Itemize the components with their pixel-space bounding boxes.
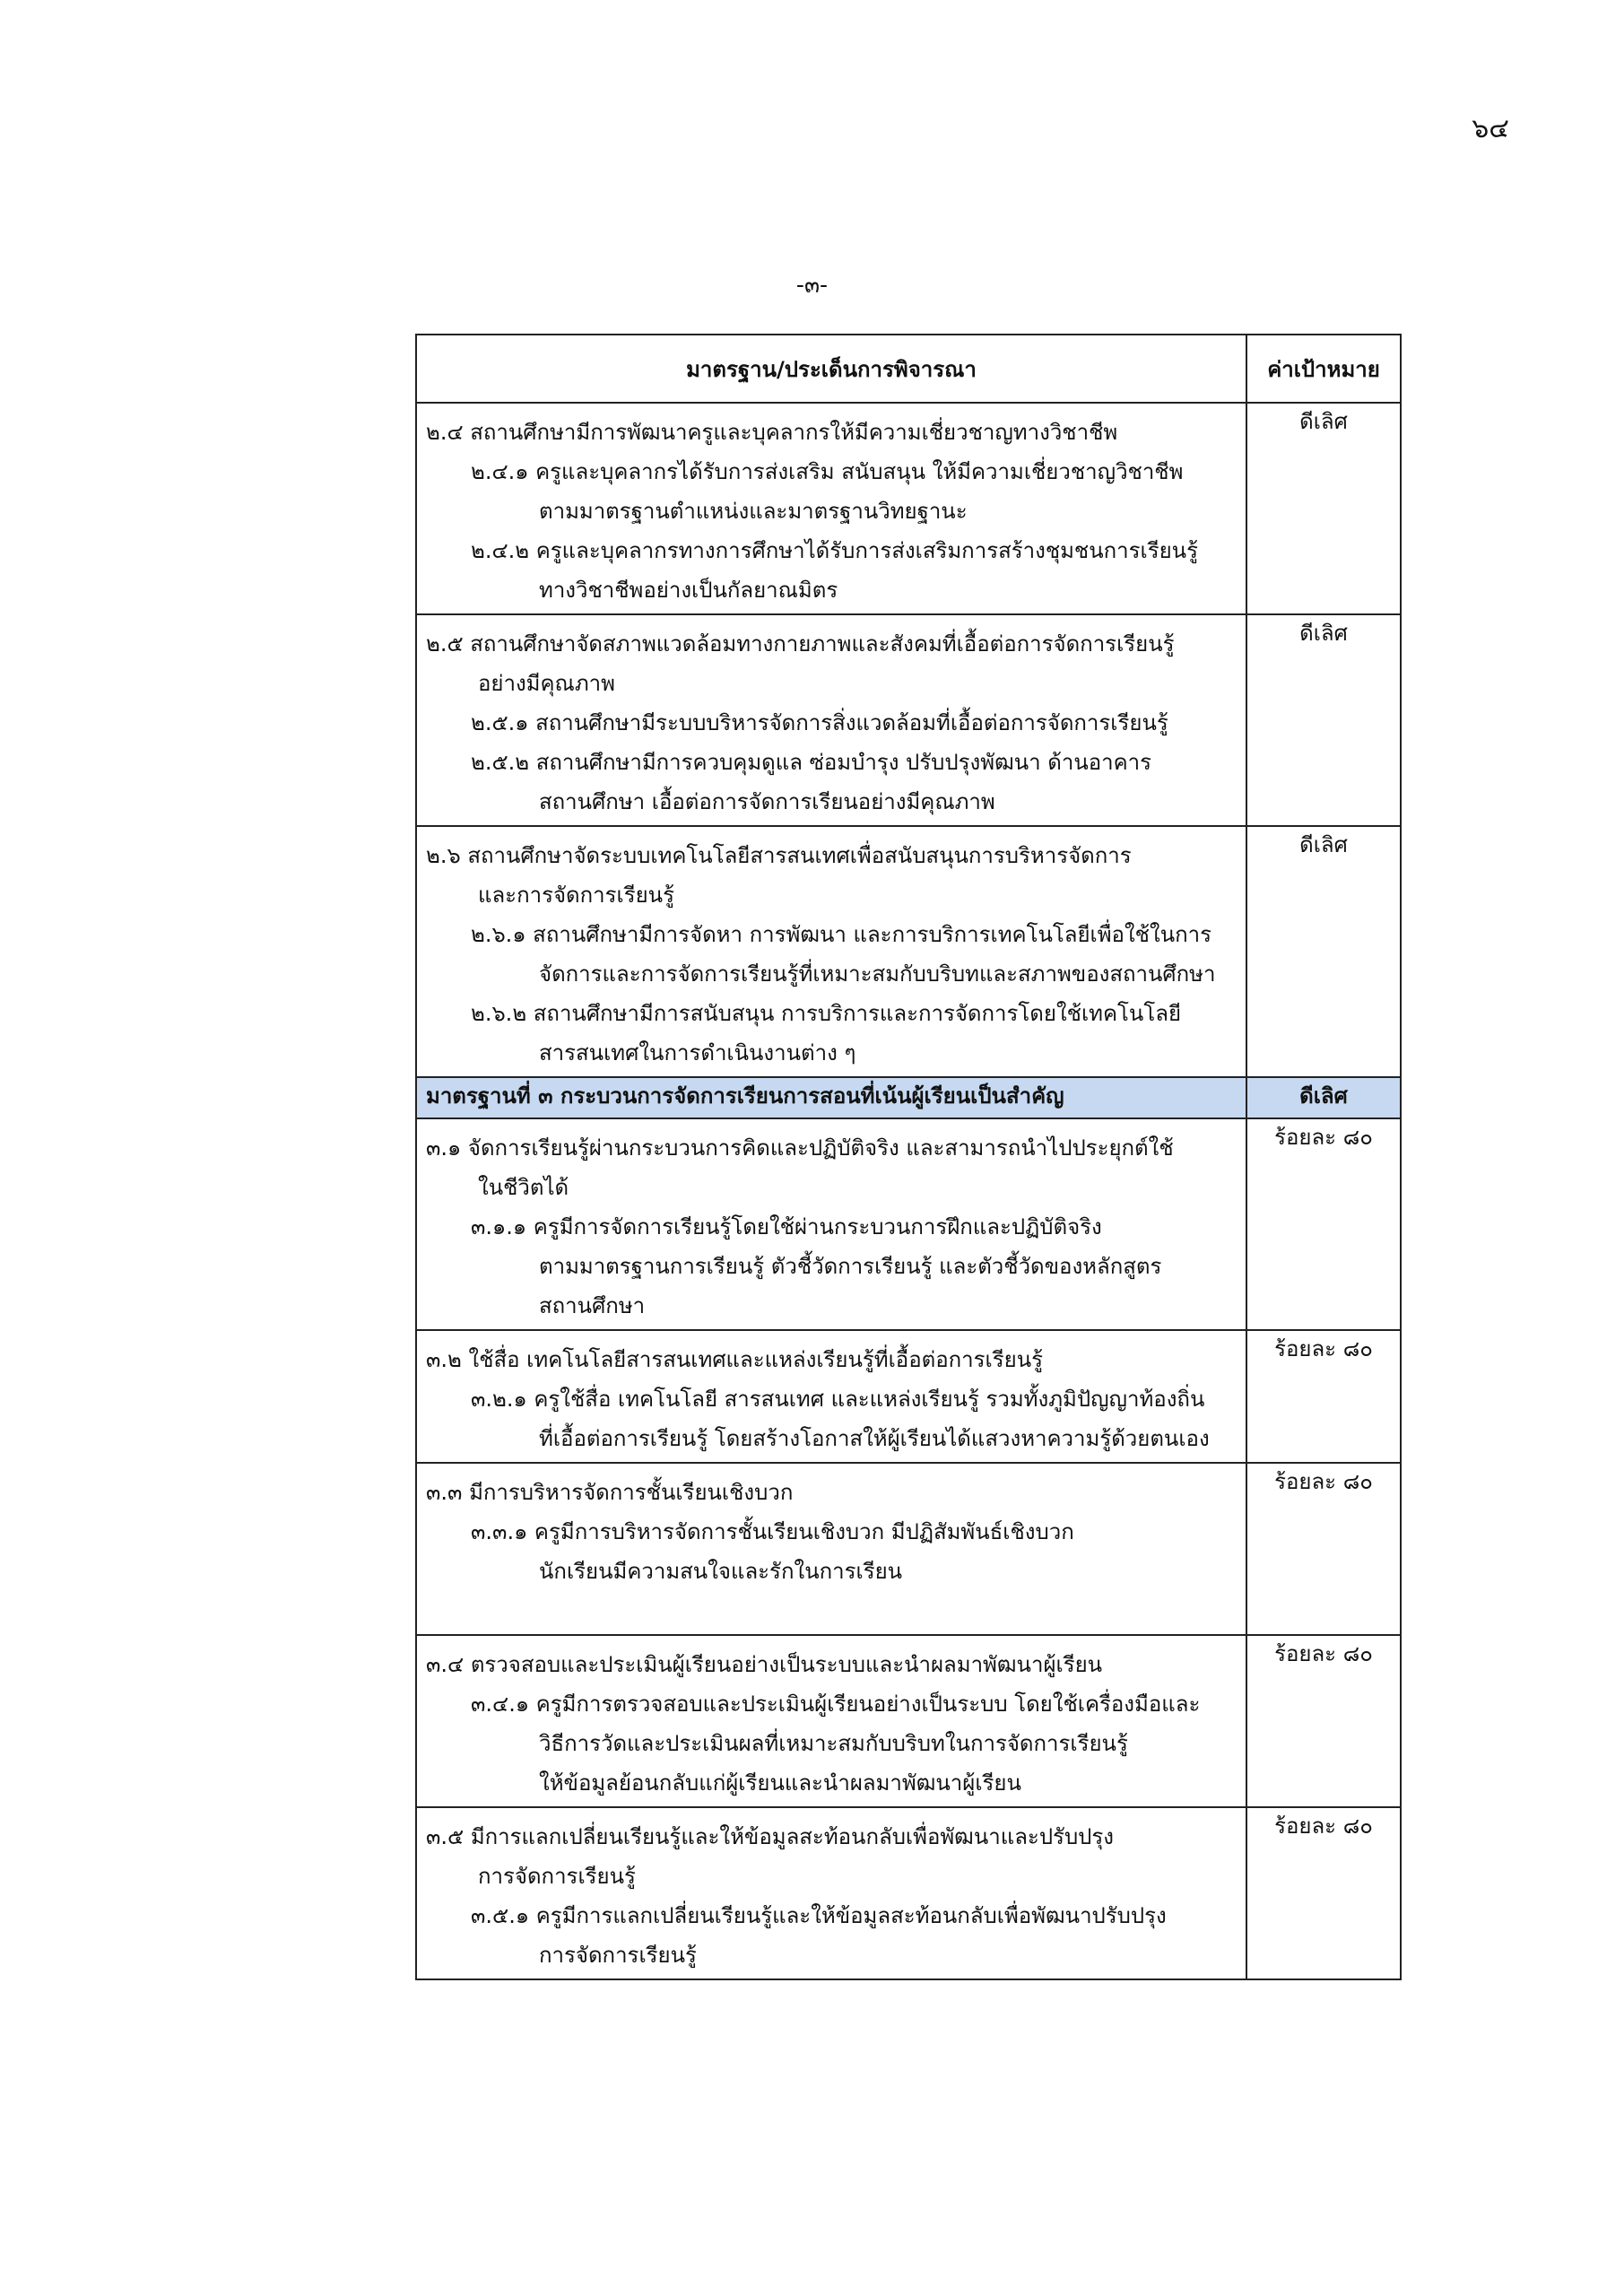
indicator-line: ๒.๖.๑ สถานศึกษามีการจัดหา การพัฒนา และการบริการเทคโนโลยีเพื่อใช้ในการ bbox=[471, 922, 1211, 947]
indicator-line: ๒.๕.๑ สถานศึกษามีระบบบริหารจัดการสิ่งแวดล้อมที่เอื้อต่อการจัดการเรียนรู้ bbox=[471, 710, 1168, 735]
indicator-line: จัดการและการจัดการเรียนรู้ที่เหมาะสมกับบริบทและสภาพของสถานศึกษา bbox=[539, 961, 1216, 987]
indicator-line bbox=[417, 1591, 1246, 1631]
standard-cell bbox=[416, 1077, 1246, 1118]
indicator-line: ๒.๖ สถานศึกษาจัดระบบเทคโนโลยีสารสนเทศเพื่อสนับสนุนการบริหารจัดการ bbox=[426, 843, 1132, 868]
target-cell: ดีเลิศ bbox=[1246, 403, 1401, 614]
table-header-row bbox=[416, 335, 1401, 403]
standard-heading-row bbox=[416, 1077, 1401, 1118]
indicator-line: สถานศึกษา เอื้อต่อการจัดการเรียนอย่างมีคุณภาพ bbox=[539, 789, 995, 814]
indicator-line: ๓.๔.๑ ครูมีการตรวจสอบและประเมินผู้เรียนอย่างเป็นระบบ โดยใช้เครื่องมือและ bbox=[471, 1692, 1201, 1717]
indicator-line: ๓.๑ จัดการเรียนรู้ผ่านกระบวนการคิดและปฏิบัติจริง และสามารถนำไปประยุกต์ใช้ bbox=[426, 1135, 1174, 1161]
table-row bbox=[416, 826, 1401, 1077]
standard-title: มาตรฐานที่ ๓ กระบวนการจัดการเรียนการสอนที่เน้นผู้เรียนเป็นสำคัญ bbox=[426, 1083, 1064, 1109]
table-row bbox=[416, 614, 1401, 826]
standard-cell bbox=[416, 1330, 1246, 1463]
indicator-line: ๒.๔ สถานศึกษามีการพัฒนาครูและบุคลากรให้มีความเชี่ยวชาญทางวิชาชีพ bbox=[426, 420, 1118, 445]
indicator-line: ตามมาตรฐานการเรียนรู้ ตัวชี้วัดการเรียนรู้ และตัวชี้วัดของหลักสูตร bbox=[539, 1254, 1162, 1279]
indicator-line: ๒.๔.๑ ครูและบุคลากรได้รับการส่งเสริม สนับสนุน ให้มีความเชี่ยวชาญวิชาชีพ bbox=[471, 459, 1184, 484]
header-target: ค่าเป้าหมาย bbox=[1246, 335, 1401, 403]
target-cell: ร้อยละ ๘๐ bbox=[1246, 1463, 1401, 1635]
target-cell: ร้อยละ ๘๐ bbox=[1246, 1118, 1401, 1330]
indicator-line: ตามมาตรฐานตำแหน่งและมาตรฐานวิทยฐานะ bbox=[539, 499, 968, 524]
indicator-line: ในชีวิตได้ bbox=[478, 1175, 569, 1200]
table-row bbox=[416, 1330, 1401, 1463]
indicator-line: ๒.๔.๒ ครูและบุคลากรทางการศึกษาได้รับการส่งเสริมการสร้างชุมชนการเรียนรู้ bbox=[471, 538, 1198, 563]
table-row bbox=[416, 403, 1401, 614]
page-number: ๖๔ bbox=[1472, 113, 1509, 144]
indicator-line: นักเรียนมีความสนใจและรักในการเรียน bbox=[539, 1559, 903, 1584]
indicator-line: ๓.๓.๑ ครูมีการบริหารจัดการชั้นเรียนเชิงบวก มีปฏิสัมพันธ์เชิงบวก bbox=[471, 1519, 1074, 1544]
target-cell: ดีเลิศ bbox=[1246, 826, 1401, 1077]
indicator-line: ๒.๕.๒ สถานศึกษามีการควบคุมดูแล ซ่อมบำรุง ปรับปรุงพัฒนา ด้านอาคาร bbox=[471, 750, 1152, 775]
standard-cell bbox=[416, 1635, 1246, 1807]
table-row bbox=[416, 1635, 1401, 1807]
target-cell: ร้อยละ ๘๐ bbox=[1246, 1635, 1401, 1807]
sub-page-marker: -๓- bbox=[795, 272, 829, 298]
indicator-line: และการจัดการเรียนรู้ bbox=[478, 883, 674, 908]
indicator-line: ให้ข้อมูลย้อนกลับแก่ผู้เรียนและนำผลมาพัฒนาผู้เรียน bbox=[539, 1770, 1021, 1796]
standard-cell bbox=[416, 1463, 1246, 1635]
indicator-line: วิธีการวัดและประเมินผลที่เหมาะสมกับบริบทในการจัดการเรียนรู้ bbox=[539, 1731, 1128, 1756]
indicator-line: ๓.๔ ตรวจสอบและประเมินผู้เรียนอย่างเป็นระบบและนำผลมาพัฒนาผู้เรียน bbox=[426, 1652, 1103, 1677]
target-cell: ดีเลิศ bbox=[1246, 614, 1401, 826]
indicator-line: สถานศึกษา bbox=[539, 1293, 646, 1318]
indicator-line: ทางวิชาชีพอย่างเป็นกัลยาณมิตร bbox=[539, 578, 838, 603]
indicator-line: ๓.๒.๑ ครูใช้สื่อ เทคโนโลยี สารสนเทศ และแหล่งเรียนรู้ รวมทั้งภูมิปัญญาท้องถิ่น bbox=[471, 1387, 1205, 1412]
header-standard: มาตรฐาน/ประเด็นการพิจารณา bbox=[416, 335, 1246, 403]
standard-cell bbox=[416, 403, 1246, 614]
indicator-line: ๓.๕.๑ ครูมีการแลกเปลี่ยนเรียนรู้และให้ข้อมูลสะท้อนกลับเพื่อพัฒนาปรับปรุง bbox=[471, 1903, 1167, 1928]
indicator-line: ๓.๑.๑ ครูมีการจัดการเรียนรู้โดยใช้ผ่านกระบวนการฝึกและปฏิบัติจริง bbox=[471, 1214, 1102, 1239]
indicator-line: ๒.๖.๒ สถานศึกษามีการสนับสนุน การบริการและการจัดการโดยใช้เทคโนโลยี bbox=[471, 1001, 1181, 1026]
standards-table bbox=[415, 334, 1402, 1980]
table-row bbox=[416, 1463, 1401, 1635]
indicator-line: การจัดการเรียนรู้ bbox=[478, 1864, 636, 1889]
indicator-line: ๒.๕ สถานศึกษาจัดสภาพแวดล้อมทางกายภาพและสังคมที่เอื้อต่อการจัดการเรียนรู้ bbox=[426, 631, 1175, 657]
indicator-line: ๓.๓ มีการบริหารจัดการชั้นเรียนเชิงบวก bbox=[426, 1480, 794, 1505]
indicator-line: ที่เอื้อต่อการเรียนรู้ โดยสร้างโอกาสให้ผู้เรียนได้แสวงหาความรู้ด้วยตนเอง bbox=[539, 1426, 1210, 1451]
table-row bbox=[416, 1118, 1401, 1330]
standard-cell bbox=[416, 1118, 1246, 1330]
indicator-line: การจัดการเรียนรู้ bbox=[539, 1943, 697, 1968]
indicator-line: ๓.๕ มีการแลกเปลี่ยนเรียนรู้และให้ข้อมูลสะท้อนกลับเพื่อพัฒนาและปรับปรุง bbox=[426, 1824, 1115, 1849]
standard-cell bbox=[416, 1807, 1246, 1979]
target-cell: ดีเลิศ bbox=[1246, 1077, 1401, 1118]
target-cell: ร้อยละ ๘๐ bbox=[1246, 1807, 1401, 1979]
indicator-line: สารสนเทศในการดำเนินงานต่าง ๆ bbox=[539, 1040, 856, 1065]
table-row bbox=[416, 1807, 1401, 1979]
standard-cell bbox=[416, 614, 1246, 826]
target-cell: ร้อยละ ๘๐ bbox=[1246, 1330, 1401, 1463]
indicator-line: ๓.๒ ใช้สื่อ เทคโนโลยีสารสนเทศและแหล่งเรียนรู้ที่เอื้อต่อการเรียนรู้ bbox=[426, 1347, 1043, 1372]
indicator-line: อย่างมีคุณภาพ bbox=[478, 671, 615, 696]
standard-cell bbox=[416, 826, 1246, 1077]
